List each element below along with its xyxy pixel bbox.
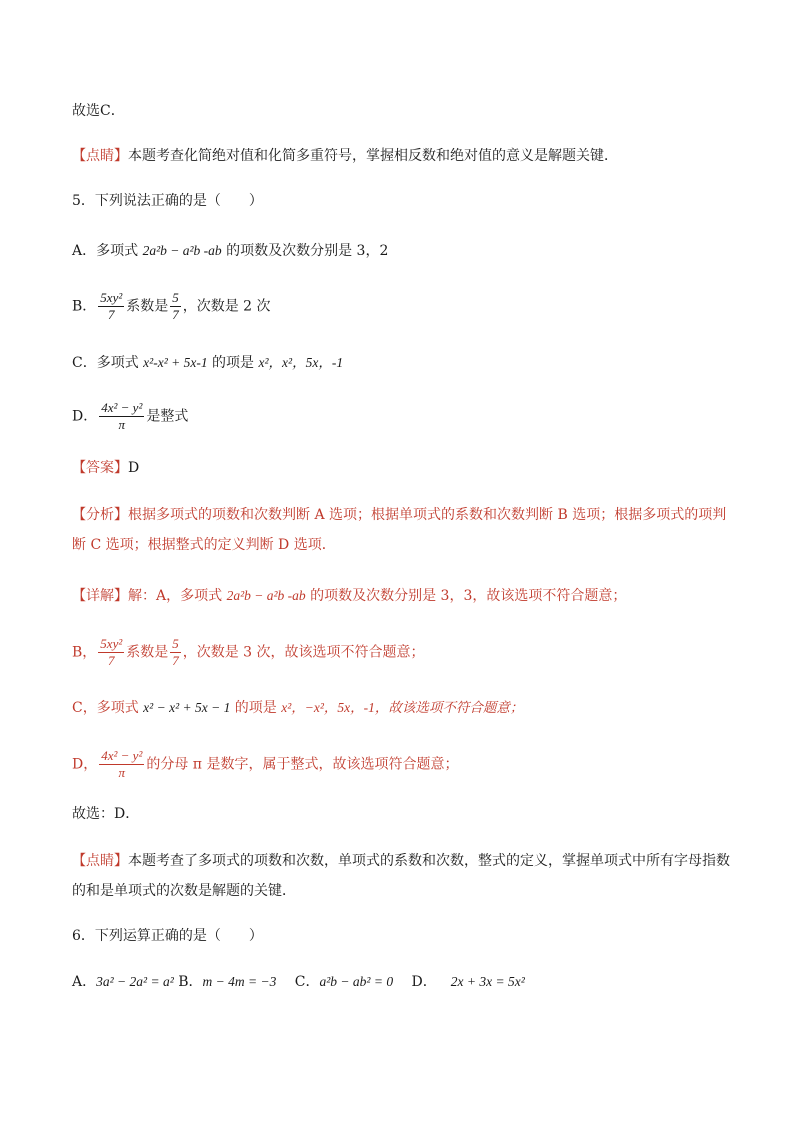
option-b-coefficient xyxy=(170,290,181,323)
q6-option-d-label: D． xyxy=(411,974,437,990)
q6-option-c-expression: a²b − ab² = 0 xyxy=(319,974,394,989)
option-d-label: D． xyxy=(72,408,98,425)
detail-a-text: 的项数及次数分别是 3，3，故该选项不符合题意； xyxy=(310,588,627,604)
q6-option-c-label: C． xyxy=(294,974,320,990)
q6-option-a-expression: 3a² − 2a² = a² xyxy=(96,974,174,989)
detail-a-label: 解：A，多项式 xyxy=(128,588,223,604)
q6-option-b-expression: m − 4m = −3 xyxy=(202,974,277,989)
question-5-option-b xyxy=(72,290,271,323)
fraction-denominator: π xyxy=(118,765,126,780)
fraction-denominator: 7 xyxy=(172,307,179,322)
option-d-fraction xyxy=(99,400,144,433)
fraction-numerator: 5xy² xyxy=(100,290,123,305)
q6-option-b-label: B． xyxy=(178,974,203,990)
conclusion-d-text: 故选：D． xyxy=(72,806,140,822)
detail-a-expression: 2a²b − a²b -ab xyxy=(226,588,306,603)
option-a-expression: 2a²b − a²b -ab xyxy=(142,243,222,258)
q6-option-d-expression: 2x + 3x = 5x² xyxy=(450,974,525,989)
option-a-text: 的项数及次数分别是 3，2 xyxy=(226,243,389,259)
question-6-text: 6．下列运算正确的是（ ） xyxy=(72,928,263,944)
question-5-option-c xyxy=(72,353,343,373)
detail-c-label: C，多项式 xyxy=(72,700,139,716)
fraction-numerator: 5xy² xyxy=(100,636,123,651)
detail-b-fraction xyxy=(98,636,124,669)
detail-b-mid: 系数是 xyxy=(126,644,169,661)
detail-b-coefficient xyxy=(170,636,181,669)
fraction-numerator: 4x² − y² xyxy=(101,400,143,415)
detail-c-terms: x²，−x²，5x，-1，故该选项不符合题意； xyxy=(281,700,524,715)
option-c-label: C．多项式 xyxy=(72,355,139,371)
comment-text: 本题考查化简绝对值和化简多重符号，掌握相反数和绝对值的意义是解题关键． xyxy=(128,148,618,164)
detail-d xyxy=(72,748,458,781)
fraction-denominator: 7 xyxy=(108,307,115,322)
comment-2 xyxy=(72,846,732,906)
conclusion-d xyxy=(72,804,139,824)
comment-tag: 【点睛】 xyxy=(72,148,128,164)
detail-b-label: B， xyxy=(72,644,97,661)
detail-d-fraction xyxy=(99,748,144,781)
detail-tag: 【详解】 xyxy=(72,588,128,604)
fraction-numerator: 5 xyxy=(172,290,179,305)
detail-c-expression: x² − x² + 5x − 1 xyxy=(143,700,231,715)
option-c-text: 的项是 xyxy=(212,355,255,371)
detail-d-text: 的分母 π 是数字，属于整式，故该选项符合题意； xyxy=(146,756,459,773)
question-5-stem xyxy=(72,191,263,211)
analysis-tag: 【分析】 xyxy=(72,507,128,523)
fraction-denominator: π xyxy=(118,417,126,432)
conclusion-c xyxy=(72,101,125,121)
option-b-text: ，次数是 2 次 xyxy=(182,298,271,315)
analysis-text: 根据多项式的项数和次数判断 A 选项；根据单项式的系数和次数判断 B 选项；根据多项式的项判断 C 选项；根据整式的定义判断 D 选项． xyxy=(72,507,727,553)
option-b-label: B． xyxy=(72,298,97,315)
option-b-fraction xyxy=(98,290,124,323)
comment-2-text: 本题考查了多项式的项数和次数，单项式的系数和次数，整式的定义，掌握单项式中所有字母指数的和是单项式的次数是解题的关键． xyxy=(72,853,730,899)
detail-d-label: D， xyxy=(72,756,98,773)
option-c-terms: x²，x²，5x，-1 xyxy=(258,355,344,370)
option-a-label: A．多项式 xyxy=(72,243,139,259)
analysis xyxy=(72,500,732,560)
answer xyxy=(72,458,139,478)
option-c-expression: x²-x² + 5x-1 xyxy=(143,355,208,370)
detail-c-text: 的项是 xyxy=(234,700,277,716)
answer-text: D xyxy=(128,460,140,476)
comment-2-tag: 【点睛】 xyxy=(72,853,128,869)
conclusion-text: 故选C． xyxy=(72,103,125,119)
question-5-option-d xyxy=(72,400,188,433)
question-5-text: 5．下列说法正确的是（ ） xyxy=(72,193,263,209)
q6-option-a-label: A． xyxy=(72,974,97,990)
option-d-text: 是整式 xyxy=(146,408,189,425)
comment-1 xyxy=(72,146,618,166)
fraction-denominator: 7 xyxy=(172,653,179,668)
option-b-mid: 系数是 xyxy=(126,298,169,315)
fraction-numerator: 5 xyxy=(172,636,179,651)
detail-b xyxy=(72,636,425,669)
detail-c xyxy=(72,698,523,718)
fraction-numerator: 4x² − y² xyxy=(101,748,143,763)
answer-tag: 【答案】 xyxy=(72,460,128,476)
question-5-option-a xyxy=(72,241,388,261)
detail-b-text: ，次数是 3 次，故该选项不符合题意； xyxy=(182,644,425,661)
question-6-stem xyxy=(72,926,263,946)
detail-a xyxy=(72,586,626,606)
fraction-denominator: 7 xyxy=(108,653,115,668)
question-6-options xyxy=(72,972,525,992)
